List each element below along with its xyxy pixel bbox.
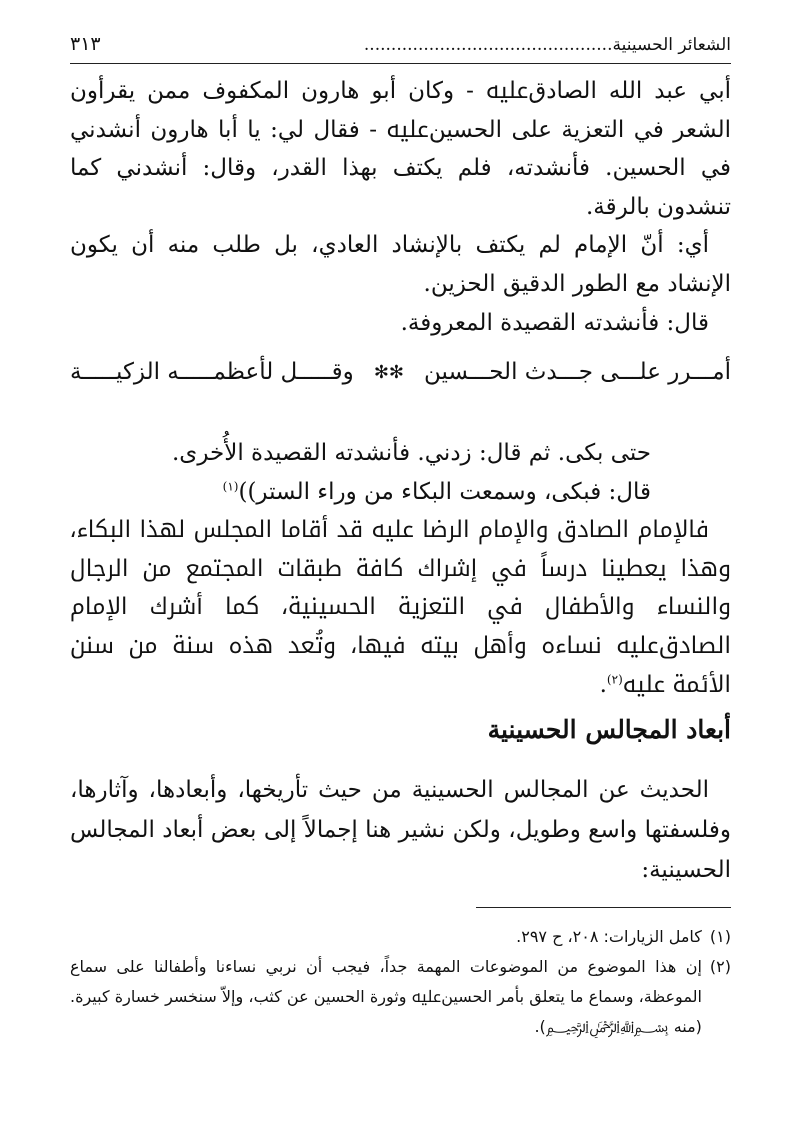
verse-right-hemistich: أمـــرر علـــى جـــدث الحـــسين [424,359,731,385]
poem-verse [70,359,731,385]
footnote-ref-2: (٢) [606,671,623,686]
body-text-top [70,72,731,342]
footnotes [70,922,731,1042]
footnote-1 [70,922,731,952]
running-header-title: الشعائر الحسينية.............................................. [363,35,731,55]
paragraph-5-text: قال: فبكى، وسمعت البكاء من وراء الستر)) [238,478,651,505]
paragraph-1: أبي عبد الله الصادقﷷ - وكان أبو هارون المكفوف ممن يقرأون الشعر في التعزية على الحسينﷷ - فقال لي: يا أبا هارون أنشدني في الحسين. فأنشدته، فلم يكتف بهذا القدر، وقال: أنشدني كما تنشدون بالرقة. [70,78,731,220]
body-text-bottom [70,770,731,890]
footnote-separator [476,907,731,908]
footnote-2-number: (٢) [709,957,731,976]
footnote-2 [70,952,731,1042]
paragraph-4: حتى بكى. ثم قال: زدني. فأنشدته القصيدة الأُخرى. [172,440,651,466]
footnote-2-text: إن هذا الموضوع من الموضوعات المهمة جداً، فيجب أن نربي نساءنا وأطفالنا على سماع الموعظة، وسماع ما يتعلق بأمر الحسينﷷ وثورة الحسين عن كثب، وإلاّ سنخسر خسارة كبيرة. (منه ﷽). [70,957,702,1036]
verse-separator-ornament: ✻✻ [373,361,404,383]
paragraph-7: الحديث عن المجالس الحسينية من حيث تأريخها، وأبعادها، وآثارها، وفلسفتها واسع وطويل، ولكن نشير هنا إجمالاً إلى بعض أبعاد المجالس الحسينية: [70,777,731,883]
footnote-ref-1: (١) [222,478,239,493]
page-number: ٣١٣ [70,33,101,55]
paragraph-2: أي: أنّ الإمام لم يكتف بالإنشاد العادي، بل طلب منه أن يكون الإنشاد مع الطور الدقيق الحزين. [70,232,731,297]
paragraph-6 [70,511,731,704]
running-header [70,33,731,64]
paragraph-6-end: . [599,671,607,698]
paragraph-5 [70,473,731,512]
body-text-middle [70,434,731,704]
book-page [70,0,731,1144]
verse-left-hemistich: وقـــــل لأعظمـــــه الزكيـــــة [70,359,354,385]
section-heading: أبعاد المجالس الحسينية [487,715,731,744]
paragraph-3: قال: فأنشدته القصيدة المعروفة. [400,309,709,336]
footnote-1-number: (١) [709,927,731,946]
paragraph-6-text: فالإمام الصادق والإمام الرضا ﷷ قد أقاما المجلس لهذا البكاء، وهذا يعطينا درساً في إشراك كافة طبقات المجتمع من الرجال والنساء والأطفال في التعزية الحسينية، كما أشرك الإمام الصادقﷷ نساءه وأهل بيته فيها، وتُعد هذه سنة من سنن الأئمة ﷷ [70,517,731,698]
footnote-1-text: كامل الزيارات: ٢٠٨، ح ٢٩٧. [516,927,702,946]
